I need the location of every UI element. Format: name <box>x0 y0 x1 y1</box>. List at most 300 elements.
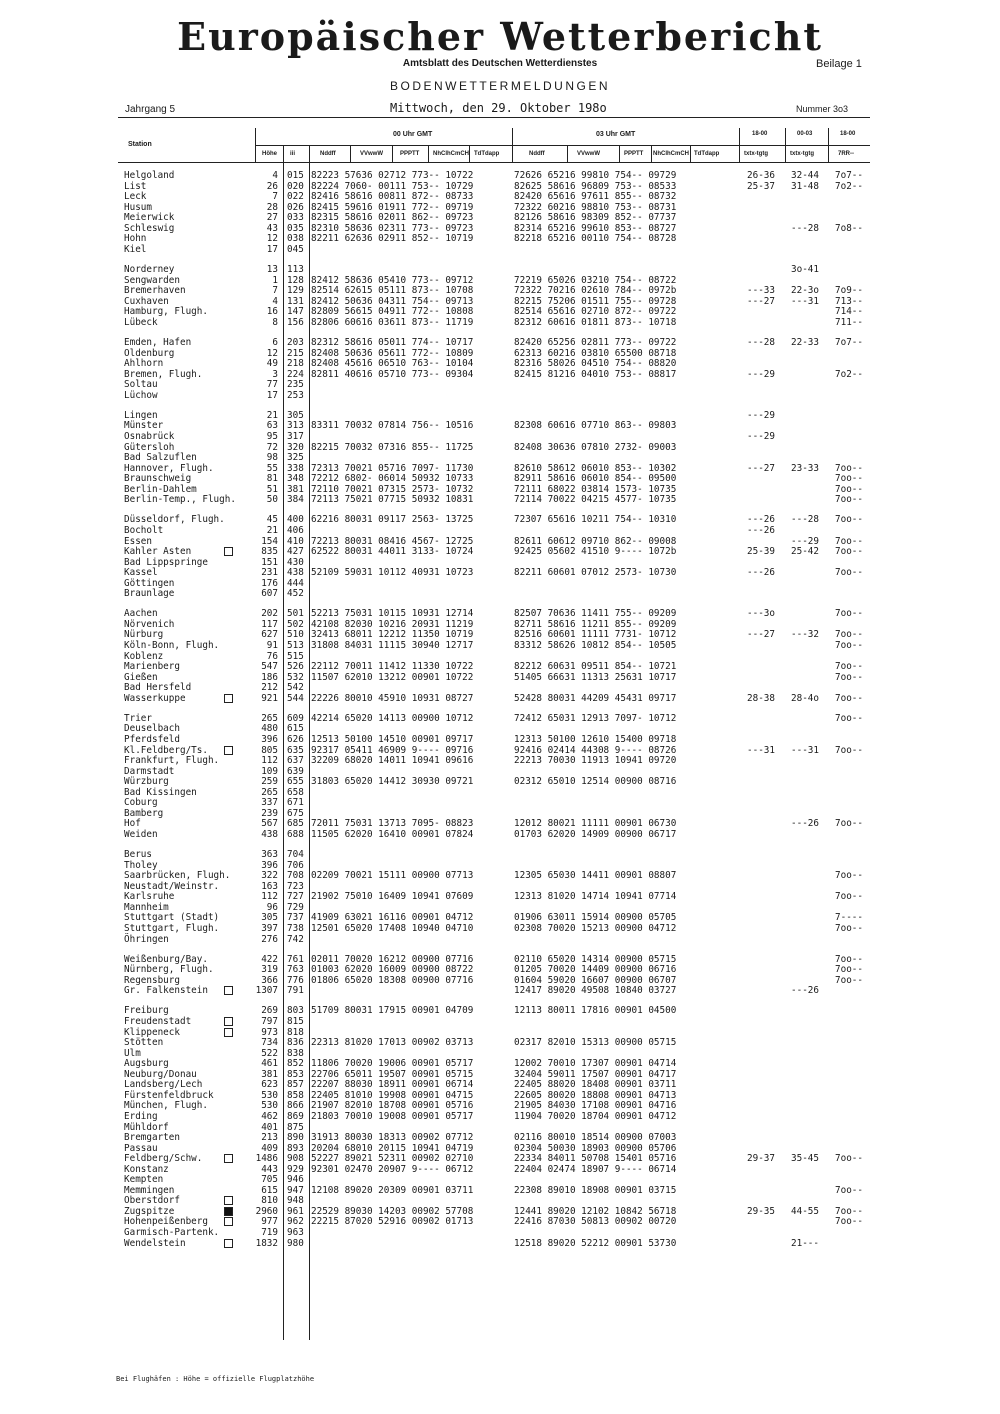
obs-00-gmt: 12501 65020 17408 10940 04710 <box>311 922 474 934</box>
obs-00-gmt: 41909 63021 16116 00901 04712 <box>311 912 474 924</box>
station-number: 128 <box>287 274 304 286</box>
obs-00-gmt: 82412 50636 04311 754-- 09713 <box>311 295 474 307</box>
extra-1-value: 29-35 <box>747 1205 775 1217</box>
station-number: 706 <box>287 859 304 871</box>
station-name: Feldberg/Schw. <box>124 1153 203 1165</box>
station-name: Sengwarden <box>124 274 180 286</box>
obs-03-gmt: 82316 58026 04510 754-- 08820 <box>514 358 677 369</box>
obs-03-gmt: 82218 65216 00110 754-- 08728 <box>514 233 677 245</box>
obs-00-gmt: 72113 75021 07715 50932 10831 <box>311 494 474 506</box>
square-icon <box>224 746 233 755</box>
obs-00-gmt: 72213 80031 08416 4567- 12725 <box>311 535 474 547</box>
extra-2-value: 28-4o <box>791 692 819 704</box>
obs-03-gmt: 01906 63011 15914 00900 05705 <box>514 912 677 924</box>
station-name: Osnabrück <box>124 430 175 442</box>
station-number: 869 <box>287 1110 304 1122</box>
obs-00-gmt: 82408 45616 06510 763-- 10104 <box>311 358 474 369</box>
station-number: 452 <box>287 588 304 600</box>
issue-date: Mittwoch, den 29. Oktober 198o <box>390 101 607 115</box>
obs-00-gmt: 82315 58616 02011 862-- 09723 <box>311 212 474 224</box>
station-number: 035 <box>287 222 304 234</box>
station-name: Hohenpeißenberg <box>124 1216 208 1228</box>
station-number: 635 <box>287 744 304 756</box>
extra-2-value: 35-45 <box>791 1153 819 1165</box>
obs-03-gmt: 12441 89020 12102 10842 56718 <box>514 1205 677 1217</box>
station-height: 977 <box>261 1216 278 1228</box>
station-height: 835 <box>261 546 278 557</box>
extra-1-value: ---29 <box>747 409 775 421</box>
obs-03-gmt: 82211 60601 07012 2573- 10730 <box>514 567 677 579</box>
extra-3-value: 7oo-- <box>835 473 863 485</box>
station-number: 675 <box>287 807 304 819</box>
station-number: 015 <box>287 170 304 181</box>
station-height: 112 <box>261 755 278 767</box>
obs-03-gmt: 22405 88020 18408 00901 03711 <box>514 1079 677 1091</box>
station-name: Nörvenich <box>124 618 175 630</box>
station-number: 853 <box>287 1068 304 1080</box>
station-name: Braunschweig <box>124 473 192 485</box>
station-number: 776 <box>287 974 304 986</box>
station-name: Hannover, Flugh. <box>124 462 214 474</box>
station-height: 719 <box>261 1227 278 1238</box>
obs-00-gmt: 31803 65020 14412 30930 09721 <box>311 776 474 788</box>
station-name: Helgoland <box>124 170 175 181</box>
obs-03-gmt: 02317 82010 15313 00900 05715 <box>514 1037 677 1049</box>
station-name: Weißenburg/Bay. <box>124 953 208 965</box>
obs-00-gmt: 82806 60616 03611 873-- 11719 <box>311 316 474 328</box>
obs-03-gmt: 01205 70020 14409 00900 06716 <box>514 964 677 976</box>
header-iii: iii <box>290 151 296 157</box>
extra-3-value: 7o7-- <box>835 170 863 181</box>
station-height: 28 <box>266 201 278 213</box>
station-name: Ahlhorn <box>124 358 164 369</box>
obs-00-gmt: 62522 80031 44011 3133- 10724 <box>311 546 474 557</box>
obs-03-gmt: 82420 65616 97611 855-- 08732 <box>514 191 677 203</box>
station-number: 875 <box>287 1121 304 1133</box>
station-name: Coburg <box>124 797 158 809</box>
station-number: 513 <box>287 640 304 651</box>
station-height: 151 <box>261 556 278 568</box>
extra-3-value: 7---- <box>835 912 863 924</box>
obs-00-gmt: 82811 40616 05710 773-- 09304 <box>311 368 474 380</box>
extra-2-value: ---31 <box>791 295 819 307</box>
station-name: Klippeneck <box>124 1026 180 1038</box>
station-height: 27 <box>266 212 278 224</box>
obs-00-gmt: 92301 02470 20907 9---- 06712 <box>311 1163 474 1175</box>
station-height: 12 <box>266 233 278 245</box>
extra-1-value: ---31 <box>747 744 775 756</box>
extra-1-value: 26-36 <box>747 170 775 181</box>
station-name: Fürstenfeldbruck <box>124 1089 214 1101</box>
station-name: Berlin-Temp., Flugh. <box>124 494 236 506</box>
station-height: 734 <box>261 1037 278 1049</box>
supplement-label: Beilage 1 <box>816 58 862 70</box>
obs-03-gmt: 12012 80021 11111 00901 06730 <box>514 818 677 830</box>
square-icon <box>224 1028 233 1037</box>
obs-00-gmt: 12513 50100 14510 00901 09717 <box>311 734 474 745</box>
station-height: 186 <box>261 671 278 683</box>
station-height: 607 <box>261 588 278 600</box>
obs-00-gmt: 82215 70032 07316 855-- 11725 <box>311 441 474 453</box>
page-title: Europäischer Wetterbericht <box>177 14 823 59</box>
station-height: 202 <box>261 608 278 620</box>
station-number: 980 <box>287 1237 304 1249</box>
header-time-00: 00 Uhr GMT <box>393 131 433 138</box>
station-number: 671 <box>287 797 304 809</box>
square-icon <box>224 1217 233 1226</box>
extra-3-value: 7oo-- <box>835 462 863 474</box>
station-name: Bremgarten <box>124 1132 180 1143</box>
station-number: 723 <box>287 880 304 892</box>
extra-3-value: 7oo-- <box>835 1205 863 1217</box>
station-number: 761 <box>287 953 304 965</box>
extra-2-value: 22-33 <box>791 336 819 348</box>
obs-03-gmt: 72111 68022 03814 1573- 10735 <box>514 483 677 495</box>
extra-3-value: 7oo-- <box>835 661 863 673</box>
obs-03-gmt: 82516 60601 11111 7731- 10712 <box>514 629 677 641</box>
extra-3-value: 711-- <box>835 316 863 328</box>
extra-2-value: ---26 <box>791 818 819 830</box>
obs-03-gmt: 72114 70022 04215 4577- 10735 <box>514 494 677 506</box>
station-height: 396 <box>261 859 278 871</box>
header-clouds-03: NhClhCmCH <box>653 151 689 157</box>
station-number: 704 <box>287 849 304 861</box>
extra-1-value: ---26 <box>747 567 775 579</box>
obs-00-gmt: 22215 87020 52916 00902 01713 <box>311 1216 474 1228</box>
station-height: 98 <box>266 452 278 463</box>
extra-2-value: 32-44 <box>791 170 819 181</box>
obs-03-gmt: 72307 65616 10211 754-- 10310 <box>514 514 677 526</box>
obs-00-gmt: 82809 56615 04911 772-- 10808 <box>311 306 474 318</box>
station-name: Gr. Falkenstein <box>124 985 208 997</box>
station-name: Lübeck <box>124 316 158 328</box>
obs-00-gmt: 11507 62010 13212 00901 10722 <box>311 671 474 683</box>
station-height: 63 <box>266 420 278 432</box>
station-number: 803 <box>287 1005 304 1017</box>
obs-00-gmt: 31913 80030 18313 00902 07712 <box>311 1132 474 1143</box>
obs-00-gmt: 72011 75031 13713 7095- 08823 <box>311 818 474 830</box>
extra-3-value: 7oo-- <box>835 953 863 965</box>
station-height: 797 <box>261 1016 278 1027</box>
obs-00-gmt: 82224 7060- 00111 753-- 10729 <box>311 180 474 192</box>
station-height: 276 <box>261 933 278 945</box>
obs-03-gmt: 72322 60216 98810 753-- 08731 <box>514 201 677 213</box>
station-name: Garmisch-Partenk. <box>124 1227 220 1238</box>
station-number: 113 <box>287 264 304 275</box>
station-height: 921 <box>261 692 278 704</box>
obs-03-gmt: 82711 58616 11211 855-- 09209 <box>514 618 677 630</box>
station-name: Bamberg <box>124 807 164 819</box>
obs-03-gmt: 62313 60216 03810 65500 08718 <box>514 347 677 359</box>
station-name: Lingen <box>124 409 158 421</box>
station-height: 461 <box>261 1058 278 1070</box>
station-height: 319 <box>261 964 278 976</box>
obs-03-gmt: 22605 80020 18808 00901 04713 <box>514 1089 677 1101</box>
station-height: 176 <box>261 577 278 589</box>
obs-00-gmt: 22313 81020 17013 00902 03713 <box>311 1037 474 1049</box>
header-ppptt: PPPTT <box>400 151 420 157</box>
extra-2-value: ---28 <box>791 222 819 234</box>
station-name: Kl.Feldberg/Ts. <box>124 744 208 756</box>
station-number: 381 <box>287 483 304 495</box>
station-height: 16 <box>266 306 278 318</box>
station-number: 438 <box>287 567 304 579</box>
obs-00-gmt: 01003 62020 16009 00900 08722 <box>311 964 474 976</box>
station-height: 265 <box>261 786 278 798</box>
station-name: Augsburg <box>124 1058 169 1070</box>
station-height: 21 <box>266 524 278 536</box>
station-number: 022 <box>287 191 304 203</box>
station-name: Ulm <box>124 1047 141 1059</box>
station-number: 203 <box>287 336 304 348</box>
station-height: 72 <box>266 441 278 453</box>
extra-2-value: 21--- <box>791 1237 819 1249</box>
obs-03-gmt: 82312 60616 01811 873-- 10718 <box>514 316 677 328</box>
station-height: 212 <box>261 682 278 694</box>
square-icon <box>224 1239 233 1248</box>
obs-00-gmt: 32209 68020 14011 10941 09616 <box>311 755 474 767</box>
obs-03-gmt: 22404 02474 18907 9---- 06714 <box>514 1163 677 1175</box>
extra-1-value: ---26 <box>747 514 775 526</box>
station-number: 626 <box>287 734 304 745</box>
obs-03-gmt: 12002 70010 17307 00901 04714 <box>514 1058 677 1070</box>
extra-2-value: ---26 <box>791 985 819 997</box>
header-extra-1: txtx-tgtg <box>744 151 768 157</box>
station-number: 815 <box>287 1016 304 1027</box>
station-height: 381 <box>261 1068 278 1080</box>
station-number: 818 <box>287 1026 304 1038</box>
obs-03-gmt: 22308 89010 18908 00901 03715 <box>514 1184 677 1196</box>
station-name: Hamburg, Flugh. <box>124 306 208 318</box>
station-name: Husum <box>124 201 152 213</box>
header-divider <box>619 145 620 162</box>
extra-3-value: 7oo-- <box>835 567 863 579</box>
header-divider <box>512 128 513 162</box>
station-height: 259 <box>261 776 278 788</box>
station-number: 738 <box>287 922 304 934</box>
extra-3-value: 7oo-- <box>835 483 863 495</box>
station-name: Göttingen <box>124 577 175 589</box>
header-divider <box>739 128 740 162</box>
station-number: 338 <box>287 462 304 474</box>
station-name: Koblenz <box>124 650 164 662</box>
station-number: 961 <box>287 1205 304 1217</box>
volume-label: Jahrgang 5 <box>125 104 176 115</box>
station-number: 729 <box>287 901 304 913</box>
station-number: 045 <box>287 243 304 255</box>
station-name: Oldenburg <box>124 347 175 359</box>
station-number: 131 <box>287 295 304 307</box>
station-number: 963 <box>287 1227 304 1238</box>
obs-00-gmt: 62216 80031 09117 2563- 13725 <box>311 514 474 526</box>
station-height: 7 <box>272 191 278 203</box>
station-name: Frankfurt, Flugh. <box>124 755 220 767</box>
station-height: 443 <box>261 1163 278 1175</box>
obs-03-gmt: 72322 70216 02610 784-- 0972b <box>514 285 677 297</box>
station-number: 033 <box>287 212 304 224</box>
station-height: 530 <box>261 1100 278 1112</box>
header-divider <box>567 145 568 162</box>
extra-1-value: 25-37 <box>747 180 775 192</box>
header-divider <box>828 128 829 162</box>
station-height: 17 <box>266 243 278 255</box>
obs-03-gmt: 82507 70636 11411 755-- 09209 <box>514 608 677 620</box>
station-height: 438 <box>261 828 278 840</box>
extra-3-value: 7oo-- <box>835 671 863 683</box>
station-name: Mannheim <box>124 901 169 913</box>
station-height: 163 <box>261 880 278 892</box>
extra-3-value: 7o2-- <box>835 180 863 192</box>
station-name: Bocholt <box>124 524 164 536</box>
station-name: Öhringen <box>124 933 169 945</box>
station-height: 13 <box>266 264 278 275</box>
extra-3-value: 7oo-- <box>835 494 863 506</box>
station-name: Gießen <box>124 671 158 683</box>
station-name: Essen <box>124 535 152 547</box>
station-name: List <box>124 180 147 192</box>
station-height: 322 <box>261 870 278 882</box>
column-divider-iii <box>283 145 284 1340</box>
station-number: 235 <box>287 379 304 391</box>
obs-00-gmt: 22207 88030 18911 00901 06714 <box>311 1079 474 1091</box>
station-height: 366 <box>261 974 278 986</box>
station-number: 737 <box>287 912 304 924</box>
obs-00-gmt: 11505 62020 16410 00901 07824 <box>311 828 474 840</box>
station-height: 522 <box>261 1047 278 1059</box>
header-divider <box>350 145 351 162</box>
station-number: 838 <box>287 1047 304 1059</box>
station-height: 4 <box>272 295 278 307</box>
station-height: 77 <box>266 379 278 391</box>
station-name: Berus <box>124 849 152 861</box>
station-name: Pferdsfeld <box>124 734 180 745</box>
obs-00-gmt: 82211 62636 02911 852-- 10719 <box>311 233 474 245</box>
extra-2-value: 44-55 <box>791 1205 819 1217</box>
extra-1-value: ---29 <box>747 430 775 442</box>
header-rule-top <box>118 117 870 118</box>
station-number: 510 <box>287 629 304 641</box>
obs-00-gmt: 31808 84031 11115 30940 12717 <box>311 640 474 651</box>
extra-3-value: 7oo-- <box>835 608 863 620</box>
station-height: 363 <box>261 849 278 861</box>
station-number: 313 <box>287 420 304 432</box>
station-height: 76 <box>266 650 278 662</box>
station-height: 117 <box>261 618 278 630</box>
station-height: 112 <box>261 891 278 903</box>
station-number: 615 <box>287 723 304 735</box>
header-tdtdapp-03: TdTdapp <box>694 151 720 157</box>
station-height: 409 <box>261 1142 278 1154</box>
extra-3-value: 7oo-- <box>835 712 863 724</box>
station-height: 91 <box>266 640 278 651</box>
header-extra-1-time: 18-00 <box>752 131 768 137</box>
station-height: 462 <box>261 1110 278 1122</box>
extra-3-value: 7oo-- <box>835 870 863 882</box>
extra-1-value: ---27 <box>747 295 775 307</box>
station-name: Meierwick <box>124 212 175 224</box>
station-name: Leck <box>124 191 147 203</box>
square-icon <box>224 694 233 703</box>
obs-00-gmt: 72110 70021 07315 2573- 10732 <box>311 483 474 495</box>
header-ppptt-03: PPPTT <box>624 151 644 157</box>
header-divider <box>392 145 393 162</box>
obs-00-gmt: 22529 89030 14203 00902 57708 <box>311 1205 474 1217</box>
header-extra-2: txtx-tgtg <box>790 151 814 157</box>
page-subtitle: Amtsblatt des Deutschen Wetterdienstes <box>402 58 598 69</box>
extra-3-value: 7oo-- <box>835 818 863 830</box>
obs-00-gmt: 02011 70020 16212 00900 07716 <box>311 953 474 965</box>
station-number: 609 <box>287 712 304 724</box>
extra-3-value: 7oo-- <box>835 744 863 756</box>
obs-03-gmt: 02304 50030 18903 00900 05706 <box>514 1142 677 1154</box>
extra-2-value: ---28 <box>791 514 819 526</box>
extra-3-value: 7o9-- <box>835 285 863 297</box>
obs-03-gmt: 12518 89020 52212 00901 53730 <box>514 1237 677 1249</box>
obs-03-gmt: 22213 70030 11913 10941 09720 <box>514 755 677 767</box>
station-number: 947 <box>287 1184 304 1196</box>
station-number: 129 <box>287 285 304 297</box>
extra-3-value: 7oo-- <box>835 891 863 903</box>
station-number: 218 <box>287 358 304 369</box>
station-number: 532 <box>287 671 304 683</box>
station-number: 147 <box>287 306 304 318</box>
station-number: 858 <box>287 1089 304 1101</box>
extra-2-value: 22-3o <box>791 285 819 297</box>
obs-00-gmt: 82312 58616 05011 774-- 10717 <box>311 336 474 348</box>
extra-3-value: 7oo-- <box>835 1184 863 1196</box>
obs-03-gmt: 82314 65216 99610 853-- 08727 <box>514 222 677 234</box>
extra-2-value: 3o-41 <box>791 264 819 275</box>
station-number: 791 <box>287 985 304 997</box>
station-number: 727 <box>287 891 304 903</box>
station-name: Stuttgart, Flugh. <box>124 922 220 934</box>
station-number: 836 <box>287 1037 304 1049</box>
station-height: 397 <box>261 922 278 934</box>
station-name: Bad Kissingen <box>124 786 197 798</box>
station-name: Saarbrücken, Flugh. <box>124 870 231 882</box>
extra-3-value: 7oo-- <box>835 964 863 976</box>
station-name: Trier <box>124 712 152 724</box>
obs-03-gmt: 82610 58612 06010 853-- 10302 <box>514 462 677 474</box>
station-number: 430 <box>287 556 304 568</box>
station-name: Tholey <box>124 859 158 871</box>
station-height: 627 <box>261 629 278 641</box>
obs-03-gmt: 82308 60616 07710 863-- 09803 <box>514 420 677 432</box>
extra-3-value: 7oo-- <box>835 535 863 547</box>
station-name: Braunlage <box>124 588 175 600</box>
obs-03-gmt: 12113 80011 17816 00901 04500 <box>514 1005 677 1017</box>
station-height: 805 <box>261 744 278 756</box>
extra-3-value: 7o2-- <box>835 368 863 380</box>
station-name: Lüchow <box>124 389 158 401</box>
section-title: BODENWETTERMELDUNGEN <box>389 79 610 93</box>
extra-3-value: 7o8-- <box>835 222 863 234</box>
extra-2-value: ---31 <box>791 744 819 756</box>
obs-00-gmt: 51709 80031 17915 00901 04709 <box>311 1005 474 1017</box>
station-height: 95 <box>266 430 278 442</box>
station-name: Konstanz <box>124 1163 169 1175</box>
station-number: 655 <box>287 776 304 788</box>
obs-00-gmt: 21803 70010 19008 00901 05717 <box>311 1110 474 1122</box>
station-height: 1486 <box>255 1153 278 1165</box>
obs-00-gmt: 52213 75031 10115 10931 12714 <box>311 608 474 620</box>
station-number: 688 <box>287 828 304 840</box>
obs-03-gmt: 12305 65030 14411 00901 08807 <box>514 870 677 882</box>
station-height: 8 <box>272 316 278 328</box>
station-height: 1 <box>272 274 278 286</box>
header-divider <box>428 145 429 162</box>
station-name: Bad Hersfeld <box>124 682 192 694</box>
